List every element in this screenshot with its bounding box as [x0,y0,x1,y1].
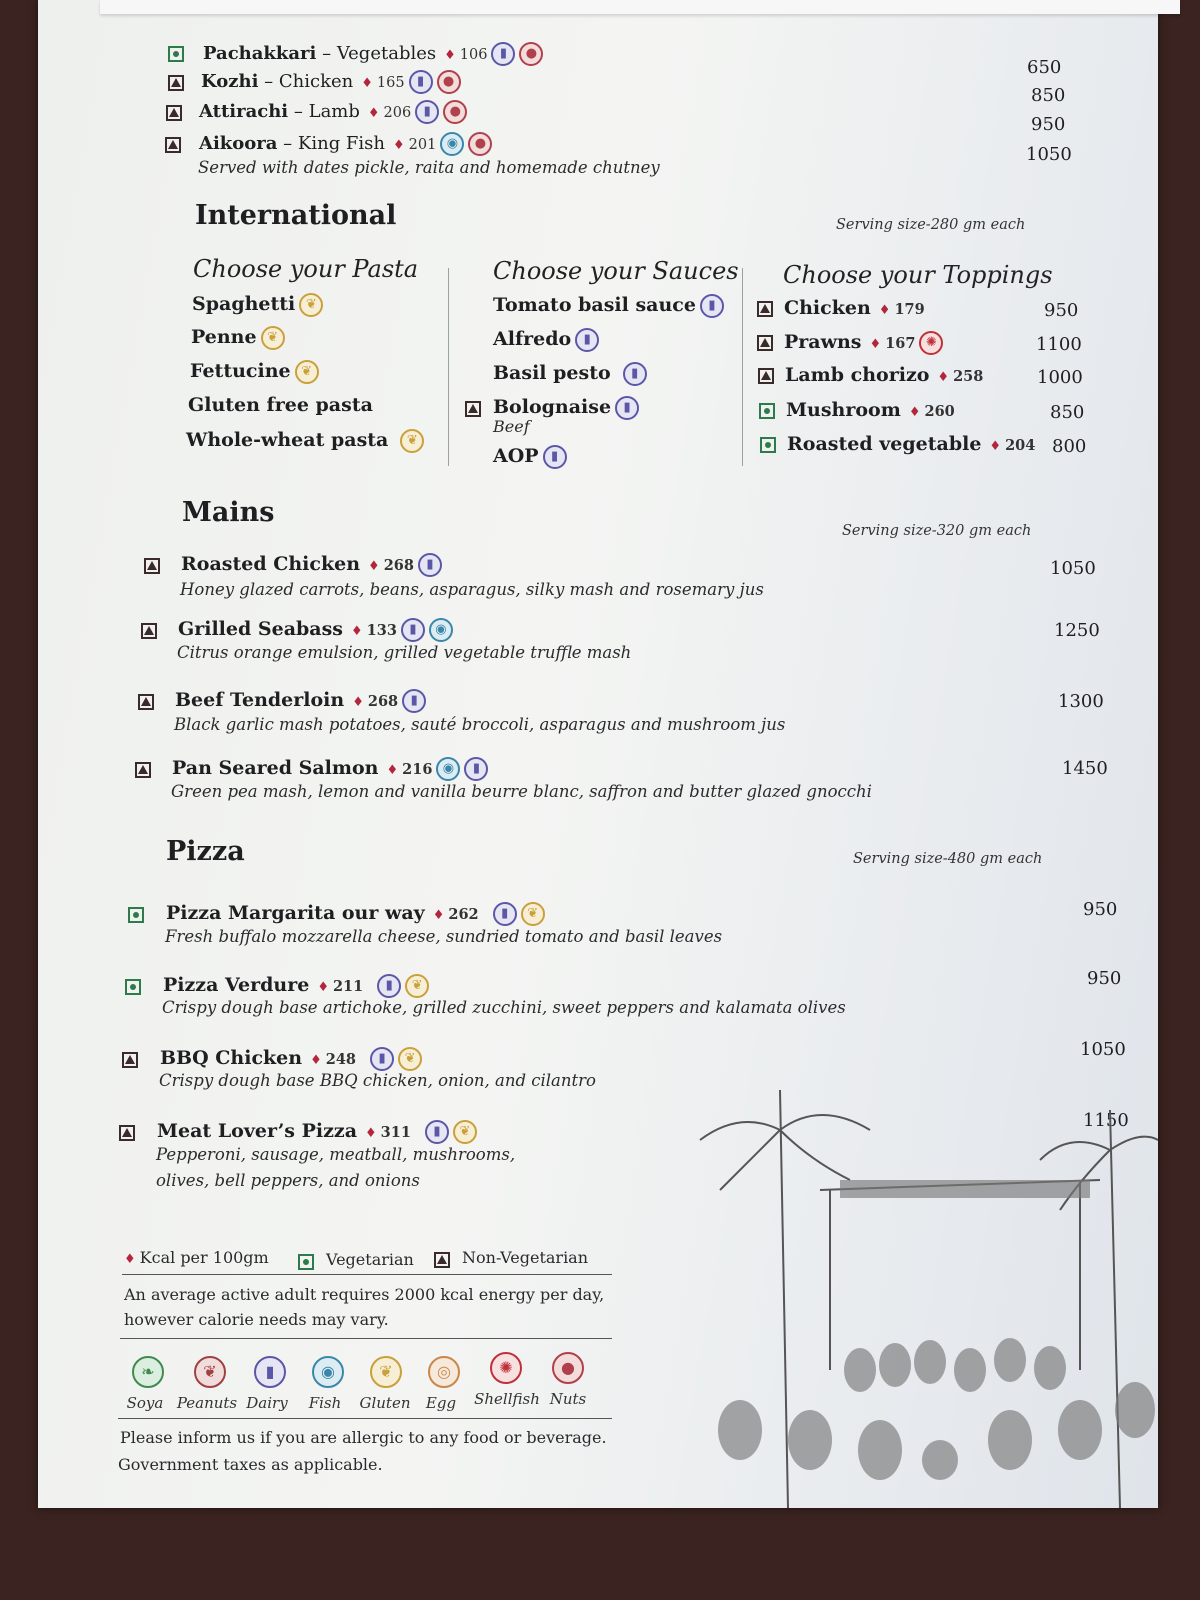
sauce-item: Tomato basil sauce ▮ [493,294,724,318]
fish-icon: ◉ [312,1356,344,1388]
kcal-drop-icon: ♦ [393,138,405,153]
dairy-icon: ▮ [401,618,425,642]
menu-item: Pizza Verdure ♦ 211 ▮ ❦ [163,974,429,998]
energy-note: however calorie needs may vary. [124,1310,389,1329]
dairy-icon: ▮ [700,294,724,318]
pasta-item: Fettucine ❦ [190,360,319,384]
topping-item: Roasted vegetable ♦ 204 [787,433,1036,455]
pasta-item: Whole-wheat pasta ❦ [186,429,424,453]
gluten-icon: ❦ [453,1120,477,1144]
kcal-drop-icon: ♦ [317,980,329,995]
topping-item: Mushroom ♦ 260 [786,399,955,421]
veg-badge [168,46,184,62]
divider [120,1338,612,1339]
menu-item: Attirachi – Lamb ♦ 206 ▮ ● [199,100,467,124]
nonveg-badge [144,558,160,574]
veg-badge [760,437,776,453]
dairy-icon: ▮ [543,445,567,469]
menu-item: Roasted Chicken ♦ 268 ▮ [181,553,442,577]
kcal-drop-icon: ♦ [878,303,891,318]
price: 850 [1050,402,1085,423]
item-description: Green pea mash, lemon and vanilla beurre blanc, saffron and butter glazed gnocchi [171,782,872,801]
dairy-icon: ▮ [425,1120,449,1144]
topping-item: Lamb chorizo ♦ 258 [785,364,984,386]
gluten-icon: ❦ [398,1047,422,1071]
dairy-icon: ▮ [464,757,488,781]
kcal-drop-icon: ♦ [352,695,364,710]
energy-note: An average active adult requires 2000 kcal energy per day, [124,1285,605,1304]
menu-item: Grilled Seabass ♦ 133 ▮ ◉ [178,618,453,642]
pasta-item: Gluten free pasta [188,394,373,416]
menu-item: BBQ Chicken ♦ 248 ▮ ❦ [160,1047,422,1071]
topping-item: Chicken ♦ 179 [784,297,925,319]
section-title: International [195,200,397,231]
shellfish-icon: ✺ [490,1352,522,1384]
nuts-icon: ● [519,42,543,66]
allergen-label: Peanuts [176,1394,238,1412]
topping-item: Prawns ♦ 167 ✺ [784,331,943,355]
dairy-icon: ▮ [491,42,515,66]
gluten-icon: ❦ [299,293,323,317]
nonveg-badge [165,137,181,153]
price: 950 [1044,300,1079,321]
kcal-drop-icon: ♦ [908,405,921,420]
item-description: Fresh buffalo mozzarella cheese, sundried tomato and basil leaves [165,927,723,946]
sauce-item: AOP ▮ [493,445,567,469]
fish-icon: ◉ [440,132,464,156]
nonveg-badge [166,105,182,121]
dairy-icon: ▮ [402,689,426,713]
price: 1250 [1054,620,1100,641]
kcal-drop-icon: ♦ [361,76,373,91]
menu-item: Meat Lover’s Pizza ♦ 311 ▮ ❦ [157,1120,477,1144]
shellfish-icon: ✺ [919,331,943,355]
legend-kcal: ♦ Kcal per 100gm [124,1248,269,1267]
dairy-icon: ▮ [418,553,442,577]
veg-badge [128,907,144,923]
price: 1050 [1050,558,1096,579]
divider [118,1418,612,1419]
allergen-label: Shellfish [474,1390,540,1408]
veg-badge [125,979,141,995]
allergen-label: Nuts [549,1390,587,1408]
pasta-item: Penne ❦ [191,326,285,350]
item-description: Crispy dough base artichoke, grilled zucchini, sweet peppers and kalamata olives [162,998,846,1017]
legend-nonveg: Non-Vegetarian [462,1248,589,1267]
allergen-label: Dairy [246,1394,288,1412]
item-description: Pepperoni, sausage, meatball, mushrooms, [156,1145,516,1164]
dairy-icon: ▮ [575,328,599,352]
nuts-icon: ● [468,132,492,156]
sauce-item: Bolognaise ▮ [493,396,639,420]
veg-badge [759,403,775,419]
fish-icon: ◉ [436,757,460,781]
kcal-drop-icon: ♦ [367,106,380,121]
menu-item: Pan Seared Salmon ♦ 216 ◉ ▮ [172,757,488,781]
dairy-icon: ▮ [377,974,401,998]
nonveg-badge [758,368,774,384]
price: 950 [1087,968,1122,989]
kcal-drop-icon: ♦ [124,1252,136,1267]
soya-icon: ❧ [132,1356,164,1388]
pasta-item: Spaghetti ❦ [192,293,323,317]
nonveg-badge [757,301,773,317]
dairy-icon: ▮ [370,1047,394,1071]
serving-size: Serving size-480 gm each [853,851,1043,867]
nonveg-badge [138,694,154,710]
serving-size: Serving size-320 gm each [842,523,1032,539]
dairy-icon: ▮ [493,902,517,926]
dairy-icon: ▮ [409,70,433,94]
price: 1000 [1037,367,1083,388]
gluten-icon: ❦ [405,974,429,998]
dairy-icon: ▮ [623,362,647,386]
kcal-drop-icon: ♦ [432,908,445,923]
column-title: Choose your Pasta [193,255,419,283]
price: 950 [1083,899,1118,920]
peanuts-icon: ❦ [194,1356,226,1388]
nonveg-badge [122,1052,138,1068]
price: 1050 [1080,1039,1126,1060]
nonveg-badge [135,762,151,778]
menu-item: Kozhi – Chicken ♦ 165 ▮ ● [201,70,461,94]
allergen-label: Soya [126,1394,164,1412]
price: 800 [1052,436,1087,457]
nonveg-badge [119,1125,135,1141]
item-description: Black garlic mash potatoes, sauté broccoli, asparagus and mushroom jus [174,715,786,734]
sauce-item: Basil pesto ▮ [493,362,647,386]
serving-size: Serving size-280 gm each [836,217,1026,233]
nonveg-badge [434,1252,450,1268]
tax-note: Government taxes as applicable. [118,1455,383,1474]
gluten-icon: ❦ [400,429,424,453]
allergy-note: Please inform us if you are allergic to any food or beverage. [120,1428,607,1447]
price: 1050 [1026,144,1072,165]
allergen-label: Gluten [359,1394,411,1412]
dairy-icon: ▮ [415,100,439,124]
menu-item: Pachakkari – Vegetables ♦ 106 ▮ ● [203,42,543,66]
village-illustration [680,1070,1158,1508]
kcal-drop-icon: ♦ [365,1126,377,1141]
kcal-drop-icon: ♦ [989,439,1002,454]
kcal-drop-icon: ♦ [386,763,399,778]
veg-badge [298,1254,314,1270]
price: 1450 [1062,758,1108,779]
allergen-label: Fish [308,1394,342,1412]
price: 1300 [1058,691,1104,712]
gluten-icon: ❦ [261,326,285,350]
item-description: olives, bell peppers, and onions [156,1171,420,1190]
allergen-label: Egg [425,1394,457,1412]
dairy-icon: ▮ [254,1356,286,1388]
legend-veg: Vegetarian [326,1250,414,1269]
price: 1100 [1036,334,1082,355]
nuts-icon: ● [437,70,461,94]
kcal-drop-icon: ♦ [937,370,950,385]
kcal-drop-icon: ♦ [444,48,456,63]
nonveg-badge [757,335,773,351]
egg-icon: ◎ [428,1356,460,1388]
column-divider [742,268,743,466]
menu-item: Aikoora – King Fish ♦ 201 ◉ ● [199,132,492,156]
column-divider [448,268,449,466]
nonveg-badge [168,75,184,91]
item-description: Served with dates pickle, raita and homemade chutney [198,158,660,177]
sauce-note: Beef [493,417,530,436]
kcal-drop-icon: ♦ [310,1053,322,1068]
dairy-icon: ▮ [615,396,639,420]
column-title: Choose your Sauces [493,257,739,285]
kcal-drop-icon: ♦ [351,624,363,639]
fish-icon: ◉ [429,618,453,642]
kcal-drop-icon: ♦ [368,559,380,574]
gluten-icon: ❦ [521,902,545,926]
section-title: Mains [182,497,275,528]
gluten-icon: ❦ [370,1356,402,1388]
price: 850 [1031,85,1066,106]
nonveg-badge [141,623,157,639]
page-fold [100,0,1180,14]
menu-item: Beef Tenderloin ♦ 268 ▮ [175,689,426,713]
sauce-item: Alfredo ▮ [493,328,599,352]
section-title: Pizza [166,836,245,867]
nuts-icon: ● [552,1352,584,1384]
item-description: Crispy dough base BBQ chicken, onion, and cilantro [159,1071,596,1090]
gluten-icon: ❦ [295,360,319,384]
item-description: Honey glazed carrots, beans, asparagus, silky mash and rosemary jus [180,580,764,599]
price: 950 [1031,114,1066,135]
nonveg-badge [465,401,481,417]
price: 1150 [1083,1110,1129,1131]
column-title: Choose your Toppings [783,261,1053,289]
price: 650 [1027,57,1062,78]
divider [122,1274,612,1275]
kcal-drop-icon: ♦ [869,337,882,352]
nuts-icon: ● [443,100,467,124]
menu-item: Pizza Margarita our way ♦ 262 ▮ ❦ [166,902,545,926]
item-description: Citrus orange emulsion, grilled vegetable truffle mash [177,643,632,662]
